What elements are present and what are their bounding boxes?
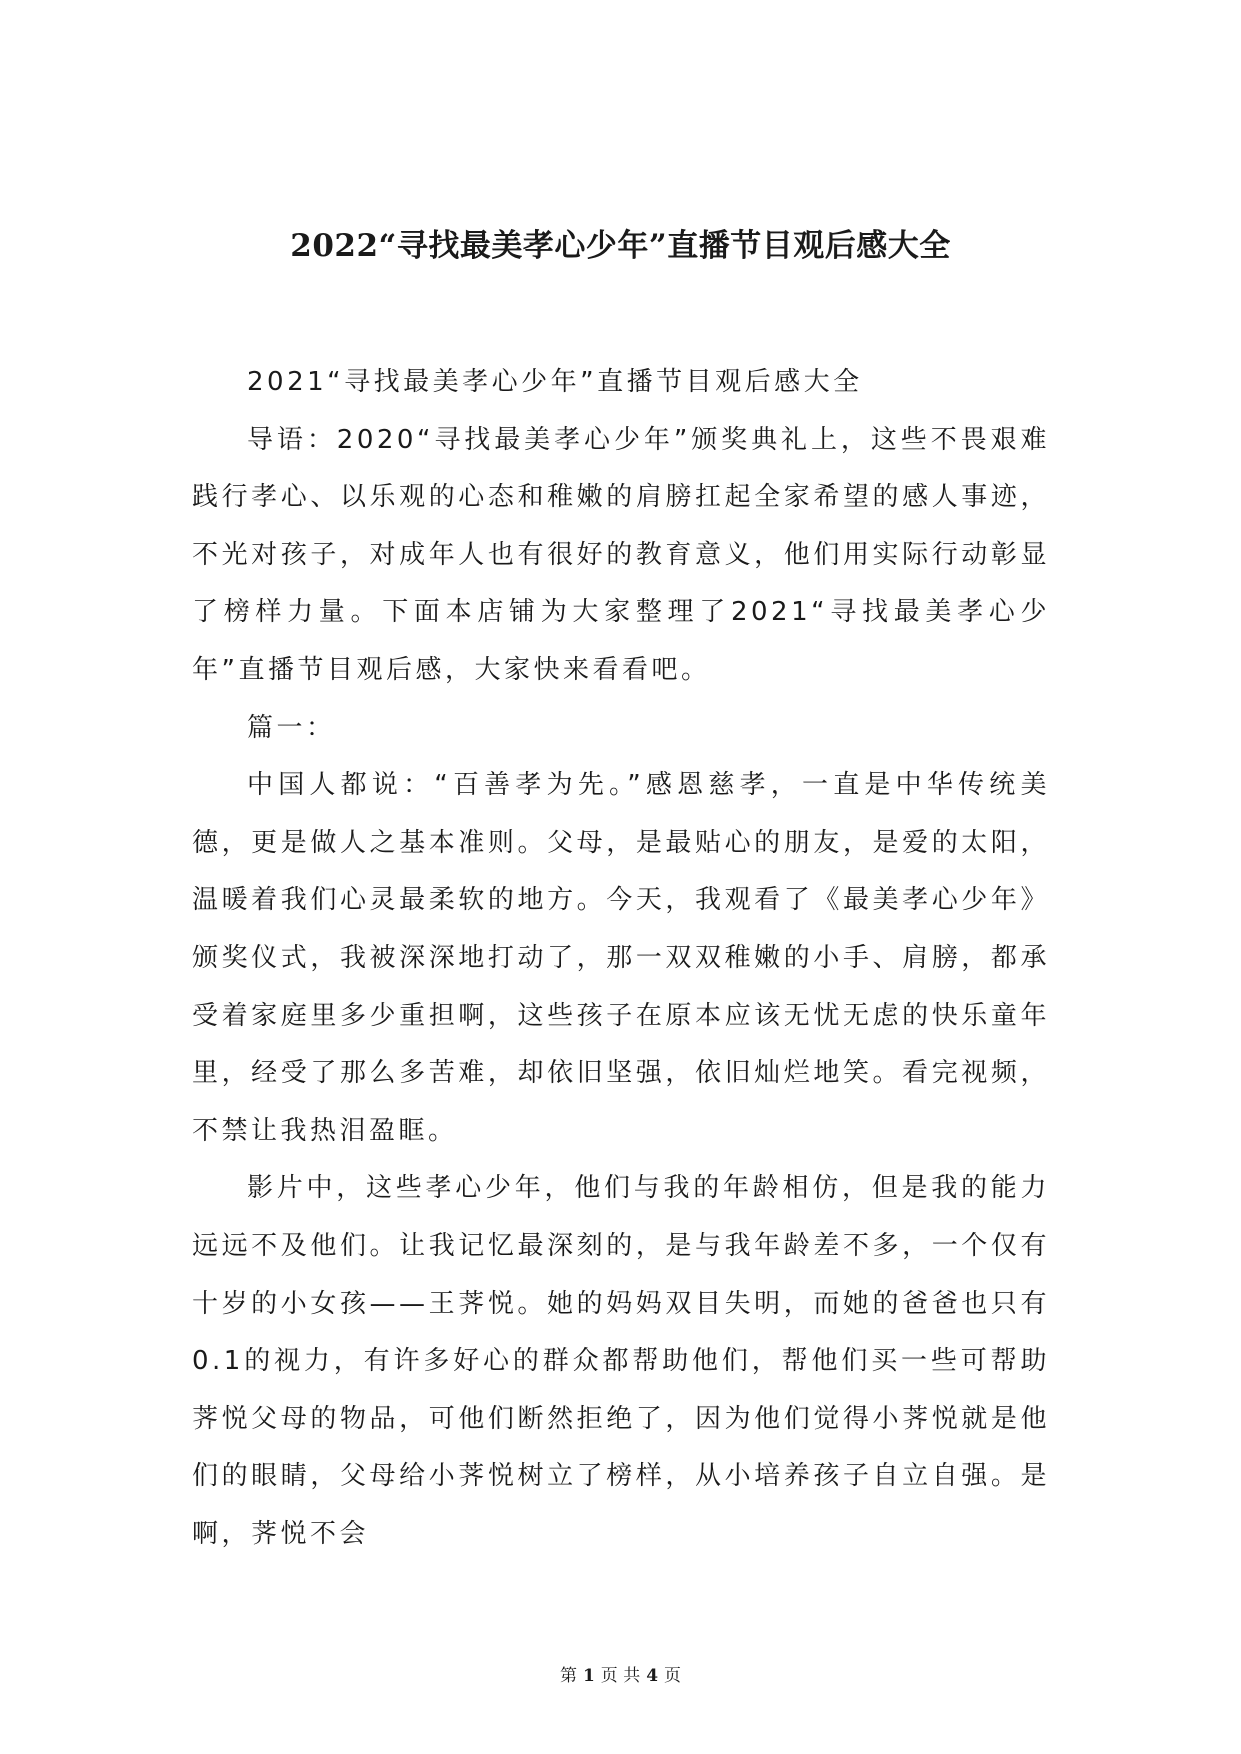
footer-prefix: 第	[559, 1666, 577, 1686]
footer-suffix: 页	[664, 1666, 682, 1686]
document-body	[192, 354, 1050, 1563]
document-title: 2022“寻找最美孝心少年”直播节目观后感大全	[290, 228, 951, 264]
footer-middle: 页 共	[600, 1666, 641, 1686]
page-footer	[0, 1665, 1241, 1687]
paragraph-section-heading: 篇一：	[247, 712, 336, 743]
paragraph-body-1: 中国人都说：“百善孝为先。”感恩慈孝，一直是中华传统美德，更是做人之基本准则。父母，是最贴心的朋友，是爱的太阳，温暖着我们心灵最柔软的地方。今天，我观看了《最美孝心少年》颁奖仪式，我被深深地打动了，那一双双稚嫩的小手、肩膀，都承受着家庭里多少重担啊，这些孩子在原本应该无忧无虑的快乐童年里，经受了那么多苦难，却依旧坚强，依旧灿烂地笑。看完视频，不禁让我热泪盈眶。	[192, 770, 1050, 1146]
footer-page-number: 1	[582, 1666, 595, 1686]
paragraph-intro: 导语：2020“寻找最美孝心少年”颁奖典礼上，这些不畏艰难践行孝心、以乐观的心态和稚嫩的肩膀扛起全家希望的感人事迹，不光对孩子，对成年人也有很好的教育意义，他们用实际行动彰显了榜样力量。下面本店铺为大家整理了2021“寻找最美孝心少年”直播节目观后感，大家快来看看吧。	[192, 424, 1050, 685]
paragraph-subtitle: 2021“寻找最美孝心少年”直播节目观后感大全	[247, 367, 863, 397]
footer-total-pages: 4	[646, 1666, 659, 1686]
paragraph-body-2: 影片中，这些孝心少年，他们与我的年龄相仿，但是我的能力远远不及他们。让我记忆最深刻的，是与我年龄差不多，一个仅有十岁的小女孩——王荠悦。她的妈妈双目失明，而她的爸爸也只有0.1的视力，有许多好心的群众都帮助他们，帮他们买一些可帮助荠悦父母的物品，可他们断然拒绝了，因为他们觉得小荠悦就是他们的眼睛，父母给小荠悦树立了榜样，从小培养孩子自立自强。是啊，荠悦不会	[192, 1173, 1050, 1549]
